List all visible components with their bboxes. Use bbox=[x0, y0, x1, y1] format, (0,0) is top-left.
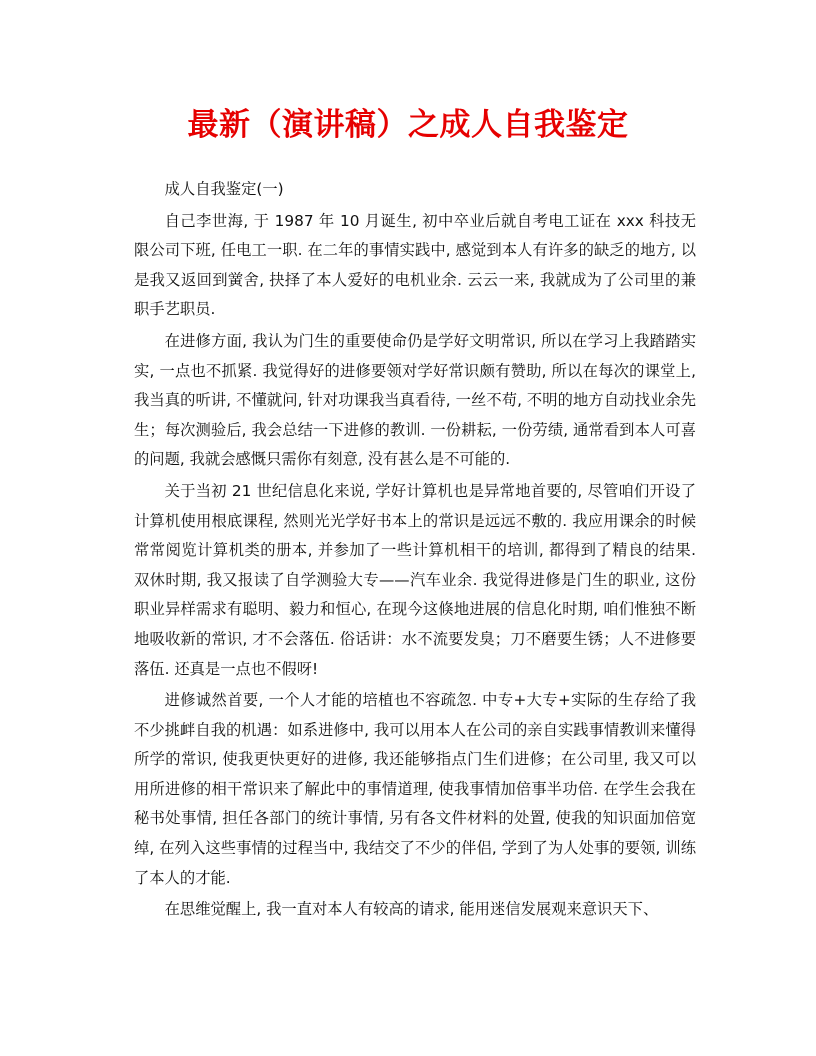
paragraph: 在进修方面, 我认为门生的重要使命仍是学好文明常识, 所以在学习上我踏踏实实, 一点也不抓紧. 我觉得好的进修要领对学好常识颇有赞助, 所以在每次的课堂上, 我当真的听讲, 不懂就问, 针对功课我当真看待, 一丝不苟, 不明的地方自动找业余先生；每次测验后, 我会总结一下进修的教训. 一份耕耘, 一份劳绩, 通常看到本人可喜的问题, 我就会感慨只需你有刻意, 没有甚么是不可能的. bbox=[134, 331, 696, 469]
paragraph: 关于当初 21 世纪信息化来说, 学好计算机也是异常地首要的, 尽管咱们开设了计算机使用根底课程, 然则光光学好书本上的常识是远远不敷的. 我应用课余的时候常常阅览计算机类的册本, 并参加了一些计算机相干的培训, 都得到了精良的结果. 双休时期, 我又报读了自学测验大专——汽车业余. 我觉得进修是门生的职业, 这份职业异样需求有聪明、毅力和恒心, 在现今这倏地进展的信息化时期, 咱们惟独不断地吸收新的常识, 才不会落伍. 俗话讲：水不流要发臭；刀不磨要生锈；人不进修要落伍. 还真是一点也不假呀! bbox=[134, 481, 696, 678]
section-heading: 成人自我鉴定(一) bbox=[164, 180, 284, 198]
paragraph: 自己李世海, 于 1987 年 10 月诞生, 初中卒业后就自考电工证在 xxx 科技无限公司下班, 任电工一职. 在二年的事情实践中, 感觉到本人有许多的缺乏的地方, 以是我又返回到黉舍, 抉择了本人爱好的电机业余. 云云一来, 我就成为了公司里的兼职手艺职员. bbox=[134, 211, 696, 319]
paragraph: 进修诚然首要, 一个人才能的培植也不容疏忽. 中专+大专+实际的生存给了我不少挑衅自我的机遇：如系进修中, 我可以用本人在公司的亲自实践事情教训来懂得所学的常识, 使我更快更好的进修, 我还能够指点门生们进修；在公司里, 我又可以用所进修的相干常识来了解此中的事情道理, 使我事情加倍事半功倍. 在学生会我在秘书处事情, 担任各部门的统计事情, 另有各文件材料的处置, 使我的知识面加倍宽绰, 在列入这些事情的过程当中, 我结交了不少的伴侣, 学到了为人处事的要领, 训练了本人的才能. bbox=[134, 691, 696, 887]
document-body bbox=[134, 175, 696, 925]
document-title: 最新（演讲稿）之成人自我鉴定 bbox=[187, 107, 629, 143]
paragraph: 在思维觉醒上, 我一直对本人有较高的请求, 能用迷信发展观来意识天下、 bbox=[164, 900, 659, 919]
